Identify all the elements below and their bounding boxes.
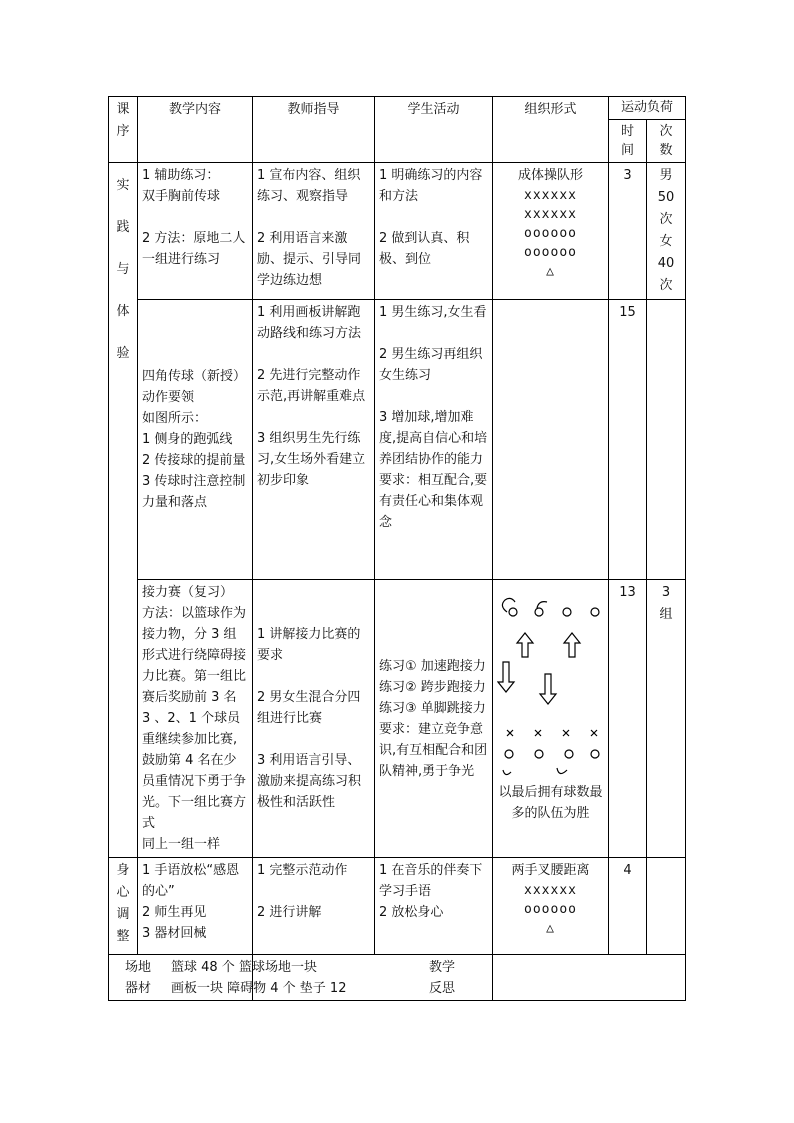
header-teacher: 教师指导 (253, 97, 375, 163)
row4-time: 4 (609, 858, 647, 955)
row3-teacher: 1 讲解接力比赛的要求 2 男女生混合分四组进行比赛 3 利用语言引导、激励来提高练习积极性和活跃性 (253, 580, 375, 858)
header-time (609, 120, 647, 163)
header-course (109, 97, 138, 163)
row1-count: 男 50 次 女 40 次 (647, 163, 686, 300)
row3-content: 接力赛（复习） 方法：以篮球作为接力物，分 3 组形式进行绕障碍接力比赛。第一组比赛后奖励前 3 名 3 、2、1 个球员重继续参加比赛,鼓励第 4 名在少员重情况下勇于争光。下一组比赛方式 同上一组一样 (138, 580, 253, 858)
teacher-triangle: △ (546, 264, 555, 279)
cross-mark (535, 730, 541, 736)
player-circle (565, 750, 573, 758)
relay-diagram (493, 580, 609, 858)
row1-teacher: 1 宣布内容、组织练习、观察指导 2 利用语言来激励、提示、引导同学边练边想 (253, 163, 375, 300)
cross-mark (563, 730, 569, 736)
formation-row: xxxxxx (524, 883, 577, 898)
header-time-label: 时间 (620, 124, 634, 158)
header-load: 运动负荷 (609, 97, 686, 120)
header-count-label: 次数 (659, 124, 673, 158)
curved-arrow-icon (557, 768, 567, 774)
equip-label: 场地 器材 (124, 959, 151, 996)
formation-row: xxxxxx (524, 207, 577, 222)
arrow-down-icon (540, 674, 556, 704)
row4-count (647, 858, 686, 955)
formation-row: oooooo (524, 226, 577, 241)
row3-student: 练习① 加速跑接力 练习② 跨步跑接力 练习③ 单脚跳接力 要求：建立竞争意识,有互相配合和团队精神,勇于争光 (375, 580, 493, 858)
formation-title: 成体操队形 (517, 168, 583, 183)
row2-formation (493, 300, 609, 580)
formation-row: xxxxxx (524, 188, 577, 203)
ball-icon (591, 608, 599, 616)
row2-content: 四角传球（新授） 动作要领 如图所示： 1 侧身的跑弧线 2 传接球的提前量 3 传球时注意控制力量和落点 (138, 300, 253, 580)
player-circle (505, 750, 513, 758)
ball-icon (563, 608, 571, 616)
row4-teacher: 1 完整示范动作 2 进行讲解 (253, 858, 375, 955)
reflect-label: 教学 反思 (428, 959, 455, 996)
row3-count: 3 组 (647, 580, 686, 858)
row1-formation (493, 163, 609, 300)
formation-row: oooooo (524, 245, 577, 260)
section-practice-label: 实践与体验 (116, 178, 130, 361)
header-student: 学生活动 (375, 97, 493, 163)
row2-time: 15 (609, 300, 647, 580)
cross-mark (591, 730, 597, 736)
row4-content: 1 手语放松“感恩的心” 2 师生再见 3 器材回械 (138, 858, 253, 955)
reflect-text (493, 955, 686, 1001)
equip-list: 篮球 48 个 篮球场地一块 画板一块 障碍物 4 个 垫子 12 教学 反思 (253, 955, 493, 1001)
relay-course-svg (497, 582, 611, 782)
row3-time: 13 (609, 580, 647, 858)
header-content: 教学内容 (138, 97, 253, 163)
ball-icon (535, 608, 543, 616)
formation-row: oooooo (524, 902, 577, 917)
teacher-triangle: △ (546, 921, 555, 936)
formation-title: 两手叉腰距离 (511, 863, 590, 878)
row1-student: 1 明确练习的内容和方法 2 做到认真、积极、到位 (375, 163, 493, 300)
row1-content: 1 辅助练习： 双手胸前传球 2 方法：原地二人一组进行练习 (138, 163, 253, 300)
row1-time: 3 (609, 163, 647, 300)
header-course-label: 课序 (116, 102, 130, 139)
section-practice (109, 163, 138, 858)
curved-arrow-icon (503, 770, 511, 775)
player-circle (535, 750, 543, 758)
row2-student: 1 男生练习,女生看 2 男生练习再组织女生练习 3 增加球,增加难度,提高自信心和培养团结协作的能力 要求：相互配合,要有责任心和集体观念 (375, 300, 493, 580)
row2-count (647, 300, 686, 580)
row4-formation (493, 858, 609, 955)
relay-win-rule: 以最后拥有球数最多的队伍为胜 (498, 785, 603, 821)
player-circle (591, 750, 599, 758)
arrow-up-icon (517, 633, 533, 657)
curved-arrow-icon (502, 598, 515, 612)
ball-icon (509, 608, 517, 616)
row2-teacher: 1 利用画板讲解跑动路线和练习方法 2 先进行完整动作示范,再讲解重难点 3 组织男生先行练习,女生场外看建立初步印象 (253, 300, 375, 580)
header-org: 组织形式 (493, 97, 609, 163)
lesson-plan-table (108, 96, 686, 1001)
section-adjust-label: 身心调整 (116, 863, 130, 944)
header-count (647, 120, 686, 163)
cross-mark (507, 730, 513, 736)
arrow-up-icon (564, 633, 580, 657)
arrow-down-icon (498, 662, 514, 692)
row4-student: 1 在音乐的伴奏下学习手语 2 放松身心 (375, 858, 493, 955)
curved-arrow-icon (537, 602, 547, 608)
section-adjust (109, 858, 138, 955)
